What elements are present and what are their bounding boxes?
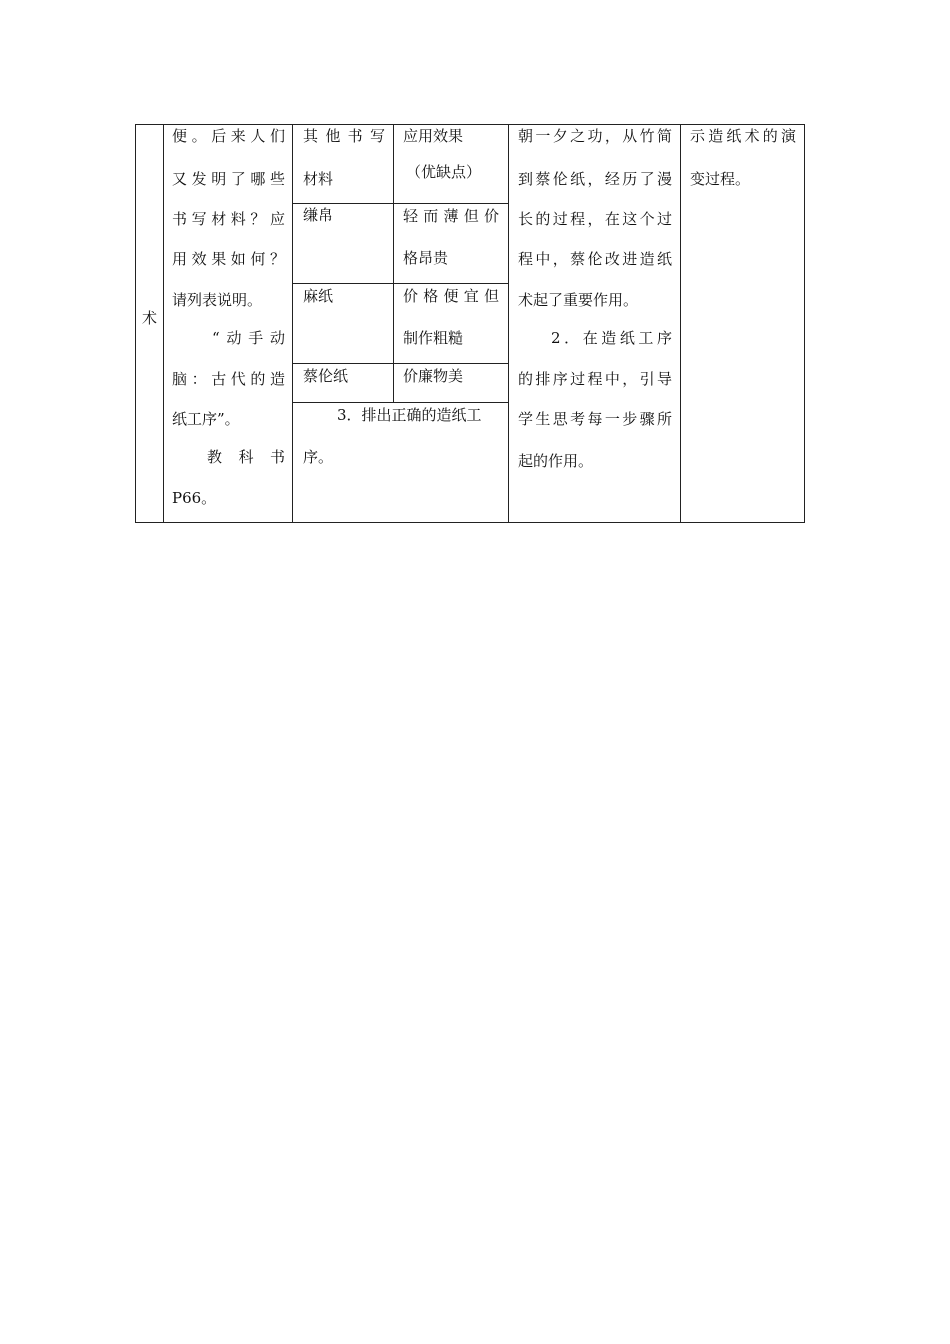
material-effect: 格昂贵 [403,249,449,267]
guidance-line: 程中，蔡伦改进造纸 [518,250,672,268]
guidance-line: 的排序过程中，引导 [518,370,672,388]
material-name: 蔡伦纸 [303,367,349,385]
header-effect: 应用效果 [403,127,464,145]
guidance-line: 到蔡伦纸，经历了漫 [518,170,672,188]
subject-cell: 术 [142,309,158,327]
purpose-line: 示造纸术的演 [690,127,796,145]
material-effect: 价廉物美 [403,367,464,385]
question-line: 请列表说明。 [172,291,263,309]
table-footer-step: 3．排出正确的造纸工 [337,406,482,424]
guidance-line: 术起了重要作用。 [518,291,639,309]
question-line: “动手动 [212,329,285,347]
material-name: 麻纸 [303,287,334,305]
material-name: 缣帛 [303,206,334,224]
header-material: 其他书写 [303,127,385,145]
question-line: 用效果如何？ [172,250,285,268]
guidance-line: 朝一夕之功，从竹简 [518,127,672,145]
table-footer-step: 序。 [303,448,334,466]
column-divider [680,124,681,523]
question-line: 又发明了哪些 [172,170,285,188]
guidance-line: 学生思考每一步骤所 [518,410,672,428]
column-divider [508,124,509,523]
guidance-line: 长的过程，在这个过 [518,210,672,228]
material-effect: 价格便宜但 [403,287,499,305]
material-effect: 轻而薄但价 [403,207,499,225]
question-line: 纸工序”。 [172,410,240,428]
guidance-line: 起的作用。 [518,452,594,470]
question-line: 脑：古代的造 [172,370,285,388]
inner-table-divider [393,124,394,403]
purpose-line: 变过程。 [690,170,751,188]
column-divider [163,124,164,523]
header-material: 材料 [303,170,334,188]
question-line: 书写材料？应 [172,210,285,228]
column-divider [292,124,293,523]
guidance-line: 2．在造纸工序 [551,329,672,347]
question-line: 便。后来人们 [172,127,285,145]
header-effect: （优缺点） [406,163,482,181]
material-effect: 制作粗糙 [403,329,464,347]
question-line: 教 科 书 [207,448,285,466]
question-line: P66。 [172,489,217,507]
